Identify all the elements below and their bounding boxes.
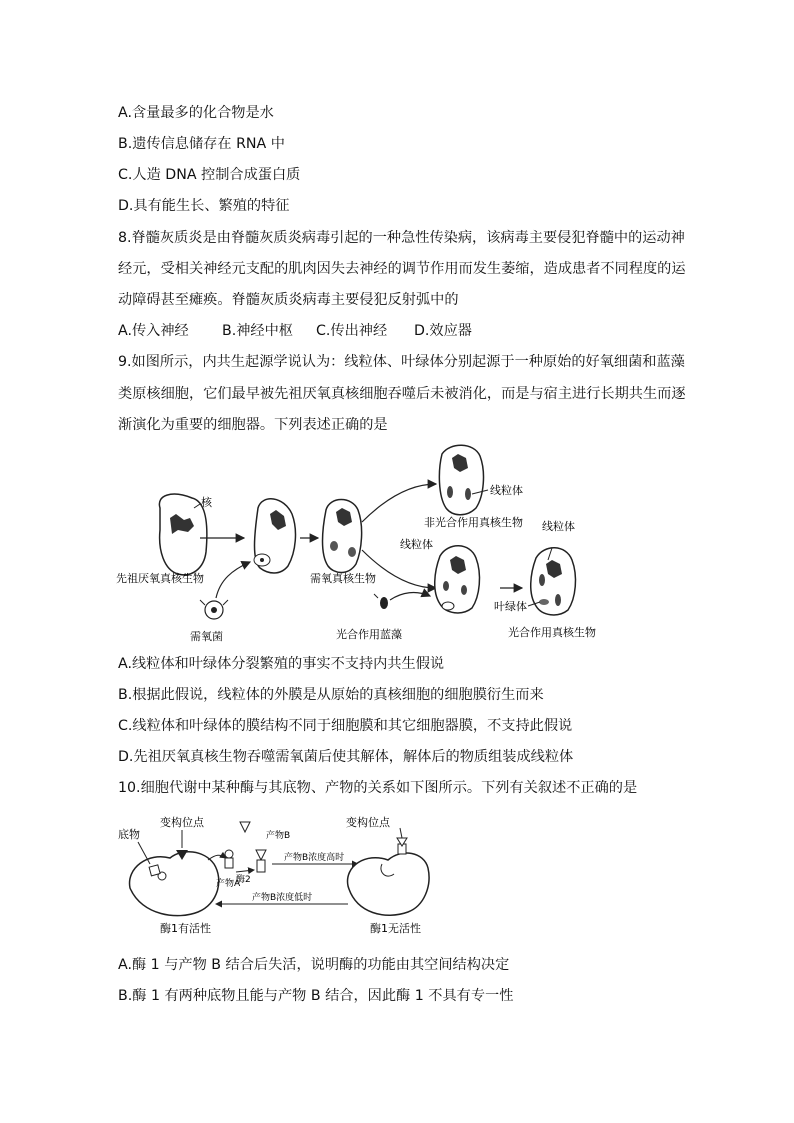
q10-stem: 10.细胞代谢中某种酶与其底物、产物的关系如下图所示。下列有关叙述不正确的是 xyxy=(118,780,638,796)
label-aerobic-eukaryote: 需氧真核生物 xyxy=(310,572,376,585)
label-chloroplast: 叶绿体 xyxy=(494,600,527,613)
label-substrate: 底物 xyxy=(118,828,140,841)
enzyme1-inactive xyxy=(348,838,429,915)
label-allosteric-left: 变构位点 xyxy=(160,816,204,829)
q7-option-b: B.遗传信息储存在 RNA 中 xyxy=(118,136,285,152)
aerobic-bacterium xyxy=(200,600,228,619)
label-photo-eukaryote: 光合作用真核生物 xyxy=(508,626,596,639)
q8-stem-line2: 经元，受相关神经元支配的肌肉因失去神经的调节作用而发生萎缩，造成患者不同程度的运 xyxy=(118,261,686,277)
q8-stem-line1: 8.脊髓灰质炎是由脊髓灰质炎病毒引起的一种急性传染病，该病毒主要侵犯脊髓中的运动神 xyxy=(118,230,685,246)
label-product-b: 产物B xyxy=(266,831,291,841)
label-low-b: 产物B浓度低时 xyxy=(252,893,313,903)
q8-option-d: D.效应器 xyxy=(414,323,472,339)
arrow-enzyme2 xyxy=(236,870,254,872)
q10-option-b: B.酶 1 有两种底物且能与产物 B 结合，因此酶 1 不具有专一性 xyxy=(118,988,514,1004)
label-mito-right: 线粒体 xyxy=(542,520,575,533)
engulfing-cell xyxy=(254,499,295,573)
product-b-shape xyxy=(240,822,266,872)
label-aerobic-bacterium: 需氧菌 xyxy=(190,630,223,643)
aerobic-eukaryote-cell xyxy=(323,500,362,573)
label-cyanobacteria: 光合作用蓝藻 xyxy=(336,628,402,641)
arrow-bacterium xyxy=(216,562,250,598)
label-nucleus: 核 xyxy=(201,496,212,509)
pointer-allosteric-right xyxy=(400,828,402,838)
endosymbiosis-figure xyxy=(112,440,612,645)
label-nonphoto-eukaryote: 非光合作用真核生物 xyxy=(424,516,523,529)
q8-option-a: A.传入神经 xyxy=(118,323,189,339)
arrow-cyanobacteria xyxy=(390,593,430,600)
q9-stem-line1: 9.如图所示，内共生起源学说认为：线粒体、叶绿体分别起源于一种原始的好氧细菌和蓝藻 xyxy=(118,354,685,370)
label-mito-top: 线粒体 xyxy=(490,484,523,497)
nonphoto-eukaryote-cell xyxy=(439,445,483,515)
label-enzyme1-active: 酶1有活性 xyxy=(160,922,211,935)
q9-stem-line2: 类原核细胞，它们最早被先祖厌氧真核细胞吞噬后未被消化，而是与宿主进行长期共生而逐 xyxy=(118,386,686,402)
photo-engulfing-cell xyxy=(435,546,480,613)
q8-stem-line3: 动障碍甚至瘫痪。脊髓灰质炎病毒主要侵犯反射弧中的 xyxy=(118,292,459,308)
label-enzyme1-inactive: 酶1无活性 xyxy=(370,922,421,935)
q10-option-a: A.酶 1 与产物 B 结合后失活，说明酶的功能由其空间结构决定 xyxy=(118,957,510,973)
label-ancestor: 先祖厌氧真核生物 xyxy=(116,572,204,585)
q8-option-c: C.传出神经 xyxy=(316,323,388,339)
q7-option-c: C.人造 DNA 控制合成蛋白质 xyxy=(118,167,301,183)
q9-option-c: C.线粒体和叶绿体的膜结构不同于细胞膜和其它细胞器膜，不支持此假说 xyxy=(118,718,573,734)
label-enzyme2: 酶2 xyxy=(236,875,251,885)
q8-options xyxy=(118,321,472,341)
enzyme1-active xyxy=(130,850,219,916)
q9-option-d: D.先祖厌氧真核生物吞噬需氧菌后使其解体，解体后的物质组装成线粒体 xyxy=(118,749,574,765)
enzyme-figure xyxy=(112,808,432,940)
q7-option-a: A.含量最多的化合物是水 xyxy=(118,105,274,121)
label-allosteric-right: 变构位点 xyxy=(346,816,390,829)
q9-option-a: A.线粒体和叶绿体分裂繁殖的事实不支持内共生假说 xyxy=(118,656,445,672)
cyanobacteria xyxy=(374,594,388,609)
q8-option-b: B.神经中枢 xyxy=(222,323,293,339)
label-high-b: 产物B浓度高时 xyxy=(284,853,345,863)
q9-option-b: B.根据此假说，线粒体的外膜是从原始的真核细胞的细胞膜衍生而来 xyxy=(118,687,544,703)
label-product-a: 产物A xyxy=(216,879,241,889)
product-a-shape xyxy=(225,850,233,868)
ancestor-cell xyxy=(159,494,207,575)
photo-eukaryote-cell xyxy=(531,548,576,615)
q9-stem-line3: 渐演化为重要的细胞器。下列表述正确的是 xyxy=(118,417,388,433)
label-mito-mid: 线粒体 xyxy=(400,538,433,551)
q7-option-d: D.具有能生长、繁殖的特征 xyxy=(118,198,290,214)
